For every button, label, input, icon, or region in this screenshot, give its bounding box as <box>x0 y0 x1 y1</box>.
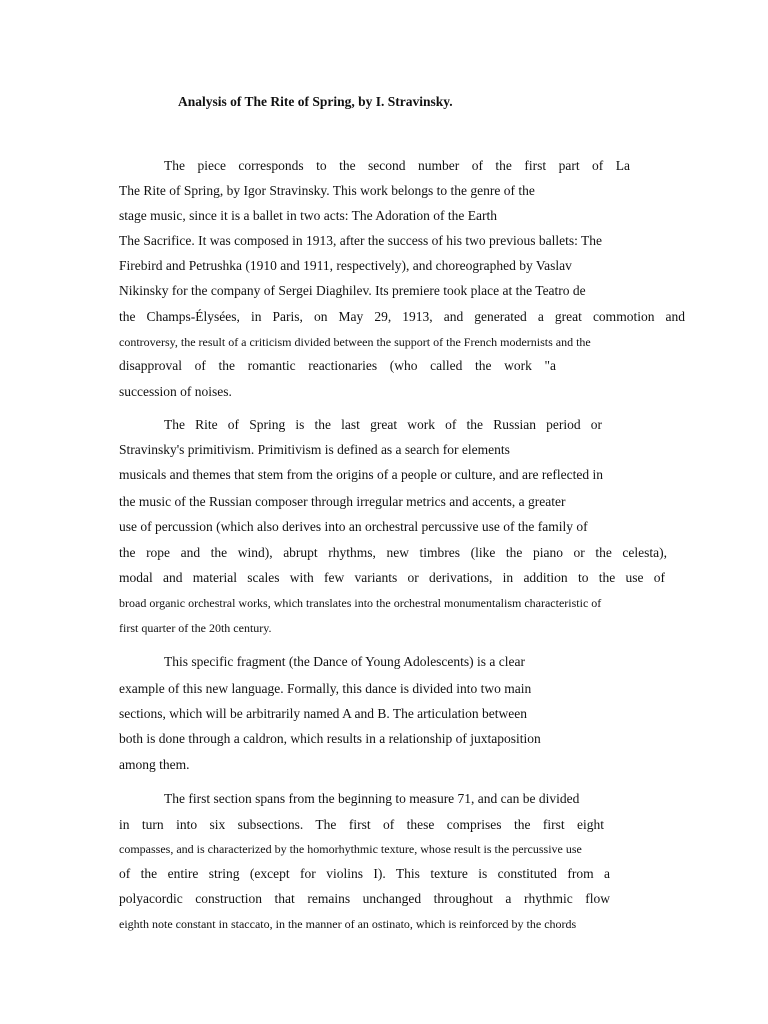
text-line: stage music, since it is a ballet in two acts: The Adoration of the Earth <box>119 208 498 223</box>
text-line: Stravinsky's primitivism. Primitivism is defined as a search for elements <box>119 442 510 457</box>
text-line: The Rite of Spring, by Igor Stravinsky. This work belongs to the genre of the <box>119 183 535 198</box>
text-line: polyacordic construction that remains unchanged throughout a rhythmic flow <box>119 891 610 906</box>
text-line: sections, which will be arbitrarily named A and B. The articulation between <box>119 706 528 721</box>
text-line: compasses, and is characterized by the homorhythmic texture, whose result is the percussive use <box>119 842 582 856</box>
text-line: The Sacrifice. It was composed in 1913, after the success of his two previous ballets: The <box>119 233 602 248</box>
text-line: example of this new language. Formally, this dance is divided into two main <box>119 681 532 696</box>
text-line: This specific fragment (the Dance of Young Adolescents) is a clear <box>164 654 526 669</box>
text-line: modal and material scales with few variants or derivations, in addition to the use of <box>119 570 665 585</box>
text-line: succession of noises. <box>119 384 232 399</box>
document-title: Analysis of The Rite of Spring, by I. Stravinsky. <box>178 94 453 109</box>
text-line: both is done through a caldron, which results in a relationship of juxtaposition <box>119 731 541 746</box>
text-line: the music of the Russian composer through irregular metrics and accents, a greater <box>119 494 566 509</box>
text-line: disapproval of the romantic reactionaries (who called the work "a <box>119 358 556 373</box>
text-line: controversy, the result of a criticism divided between the support of the French modernists and the <box>119 335 591 349</box>
text-line: The first section spans from the beginning to measure 71, and can be divided <box>164 791 580 806</box>
text-line: Firebird and Petrushka (1910 and 1911, respectively), and choreographed by Vaslav <box>119 258 572 273</box>
text-line: musicals and themes that stem from the origins of a people or culture, and are reflected in <box>119 467 603 482</box>
text-line: Nikinsky for the company of Sergei Diaghilev. Its premiere took place at the Teatro de <box>119 283 586 298</box>
text-line: The piece corresponds to the second number of the first part of La <box>164 158 630 173</box>
text-line: broad organic orchestral works, which translates into the orchestral monumentalism characteristic of <box>119 596 602 610</box>
text-line: use of percussion (which also derives into an orchestral percussive use of the family of <box>119 519 588 534</box>
text-line: among them. <box>119 757 190 772</box>
text-line: in turn into six subsections. The first of these comprises the first eight <box>119 817 604 832</box>
text-line: first quarter of the 20th century. <box>119 621 272 635</box>
text-line: of the entire string (except for violins I). This texture is constituted from a <box>119 866 610 881</box>
text-line: eighth note constant in staccato, in the manner of an ostinato, which is reinforced by the chords <box>119 917 577 931</box>
text-line: the rope and the wind), abrupt rhythms, new timbres (like the piano or the celesta), <box>119 545 667 560</box>
text-line: The Rite of Spring is the last great work of the Russian period or <box>164 417 602 432</box>
text-line: the Champs-Élysées, in Paris, on May 29, 1913, and generated a great commotion and <box>119 309 685 324</box>
